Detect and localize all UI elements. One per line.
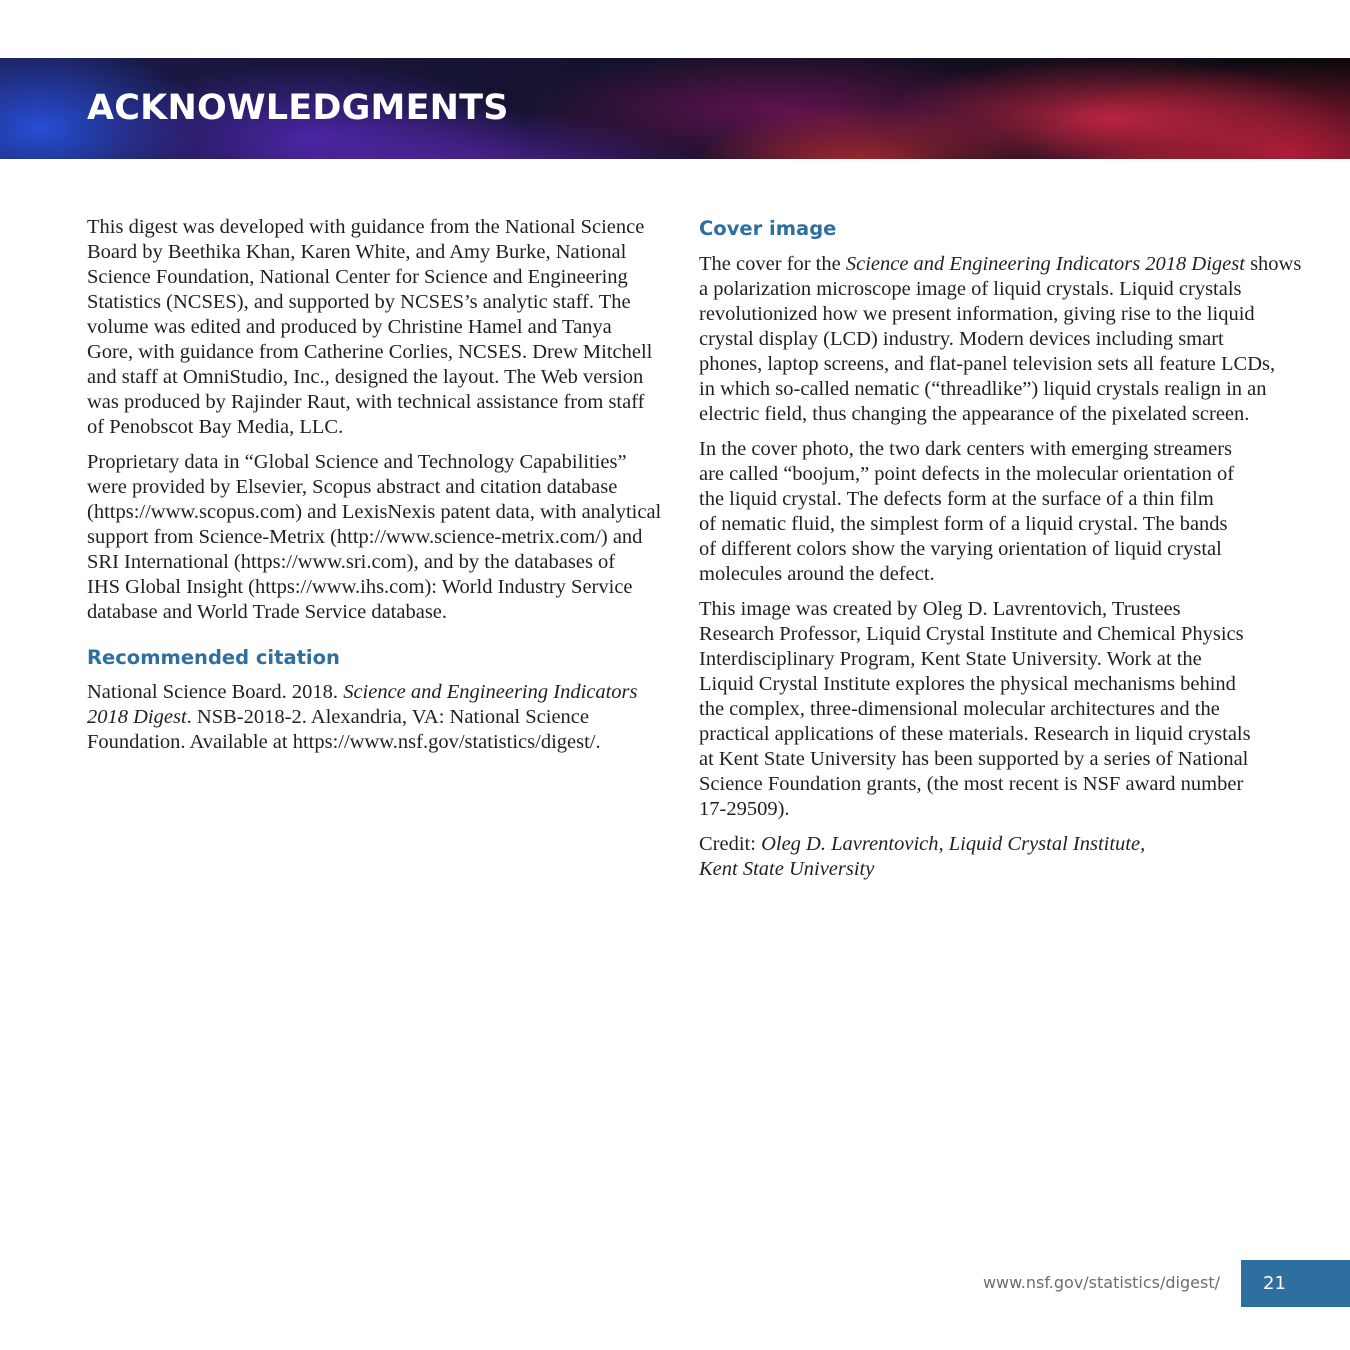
- citation-title-cont: 2018 Digest: [87, 706, 187, 728]
- text-line: Gore, with guidance from Catherine Corlies, NCSES. Drew Mitchell: [87, 341, 653, 363]
- text-line: [87, 705, 667, 730]
- left-column: [87, 215, 667, 765]
- text-line: Statistics (NCSES), and supported by NCSES’s analytic staff. The: [87, 291, 631, 313]
- citation-details: . NSB-2018-2. Alexandria, VA: National Science: [186, 706, 589, 728]
- text-line: molecules around the defect.: [699, 563, 935, 585]
- cover-image-heading: Cover image: [699, 217, 837, 240]
- text-line: the liquid crystal. The defects form at the surface of a thin film: [699, 488, 1214, 510]
- text-line: Science Foundation, National Center for Science and Engineering: [87, 266, 628, 288]
- text-line: 17-29509).: [699, 798, 790, 820]
- credit-institution: Kent State University: [699, 858, 875, 880]
- publication-title: Science and Engineering Indicators 2018 Digest: [845, 253, 1245, 275]
- text-line: of different colors show the varying orientation of liquid crystal: [699, 538, 1222, 560]
- text-line: This image was created by Oleg D. Lavrentovich, Trustees: [699, 598, 1181, 620]
- proprietary-data-paragraph: [87, 450, 667, 625]
- text-line: Proprietary data in “Global Science and Technology Capabilities”: [87, 451, 627, 473]
- header-banner: [0, 58, 1350, 159]
- text-line: Liquid Crystal Institute explores the physical mechanisms behind: [699, 673, 1236, 695]
- text-line: (https://www.scopus.com) and LexisNexis patent data, with analytical: [87, 501, 662, 523]
- text-line: [699, 252, 1302, 277]
- text-line: Board by Beethika Khan, Karen White, and Amy Burke, National: [87, 241, 627, 263]
- text-line: This digest was developed with guidance from the National Science: [87, 216, 645, 238]
- text-line: [699, 832, 1279, 857]
- text-line: a polarization microscope image of liquid crystals. Liquid crystals: [699, 278, 1242, 300]
- credit-label: Credit:: [699, 833, 762, 855]
- text-line: at Kent State University has been supported by a series of National: [699, 748, 1249, 770]
- text-line: in which so-called nematic (“threadlike”) liquid crystals realign in an: [699, 378, 1267, 400]
- page-number: 21: [1263, 1273, 1286, 1294]
- cover-photo-paragraph: [699, 437, 1279, 587]
- text-line: database and World Trade Service database.: [87, 601, 448, 623]
- text-line: crystal display (LCD) industry. Modern devices including smart: [699, 328, 1224, 350]
- citation-title: Science and Engineering Indicators: [343, 681, 638, 703]
- text-line: volume was edited and produced by Christine Hamel and Tanya: [87, 316, 612, 338]
- text-line: are called “boojum,” point defects in the molecular orientation of: [699, 463, 1235, 485]
- text-line: Foundation. Available at https://www.nsf.gov/statistics/digest/.: [87, 731, 601, 753]
- cover-intro-end: shows: [1244, 253, 1302, 275]
- text-line: IHS Global Insight (https://www.ihs.com): World Industry Service: [87, 576, 633, 598]
- citation-paragraph: [87, 680, 667, 755]
- text-line: electric field, thus changing the appearance of the pixelated screen.: [699, 403, 1250, 425]
- text-line: were provided by Elsevier, Scopus abstract and citation database: [87, 476, 618, 498]
- text-line: phones, laptop screens, and flat-panel television sets all feature LCDs,: [699, 353, 1276, 375]
- text-line: of Penobscot Bay Media, LLC.: [87, 416, 344, 438]
- text-line: Science Foundation grants, (the most recent is NSF award number: [699, 773, 1244, 795]
- text-line: was produced by Rajinder Raut, with technical assistance from staff: [87, 391, 645, 413]
- page-number-box: [1241, 1260, 1350, 1307]
- cover-description-paragraph: [699, 252, 1302, 427]
- cover-intro: The cover for the: [699, 253, 846, 275]
- text-line: practical applications of these materials. Research in liquid crystals: [699, 723, 1251, 745]
- credit-paragraph: [699, 832, 1279, 882]
- text-line: revolutionized how we present information, giving rise to the liquid: [699, 303, 1255, 325]
- page-title: ACKNOWLEDGMENTS: [87, 88, 509, 128]
- recommended-citation-heading: Recommended citation: [87, 646, 340, 669]
- right-column: [699, 215, 1302, 892]
- image-creator-paragraph: [699, 597, 1279, 822]
- text-line: In the cover photo, the two dark centers with emerging streamers: [699, 438, 1233, 460]
- text-line: Interdisciplinary Program, Kent State University. Work at the: [699, 648, 1202, 670]
- footer-url[interactable]: www.nsf.gov/statistics/digest/: [982, 1273, 1220, 1292]
- text-line: of nematic fluid, the simplest form of a liquid crystal. The bands: [699, 513, 1228, 535]
- text-line: Research Professor, Liquid Crystal Institute and Chemical Physics: [699, 623, 1244, 645]
- credit-name: Oleg D. Lavrentovich, Liquid Crystal Institute,: [761, 833, 1146, 855]
- citation-author: National Science Board. 2018.: [87, 681, 344, 703]
- text-line: [699, 857, 1279, 882]
- text-line: support from Science-Metrix (http://www.science-metrix.com/) and: [87, 526, 643, 548]
- text-line: [87, 680, 667, 705]
- development-credits-paragraph: [87, 215, 667, 440]
- text-line: the complex, three-dimensional molecular architectures and the: [699, 698, 1220, 720]
- text-line: SRI International (https://www.sri.com), and by the databases of: [87, 551, 616, 573]
- text-line: and staff at OmniStudio, Inc., designed the layout. The Web version: [87, 366, 644, 388]
